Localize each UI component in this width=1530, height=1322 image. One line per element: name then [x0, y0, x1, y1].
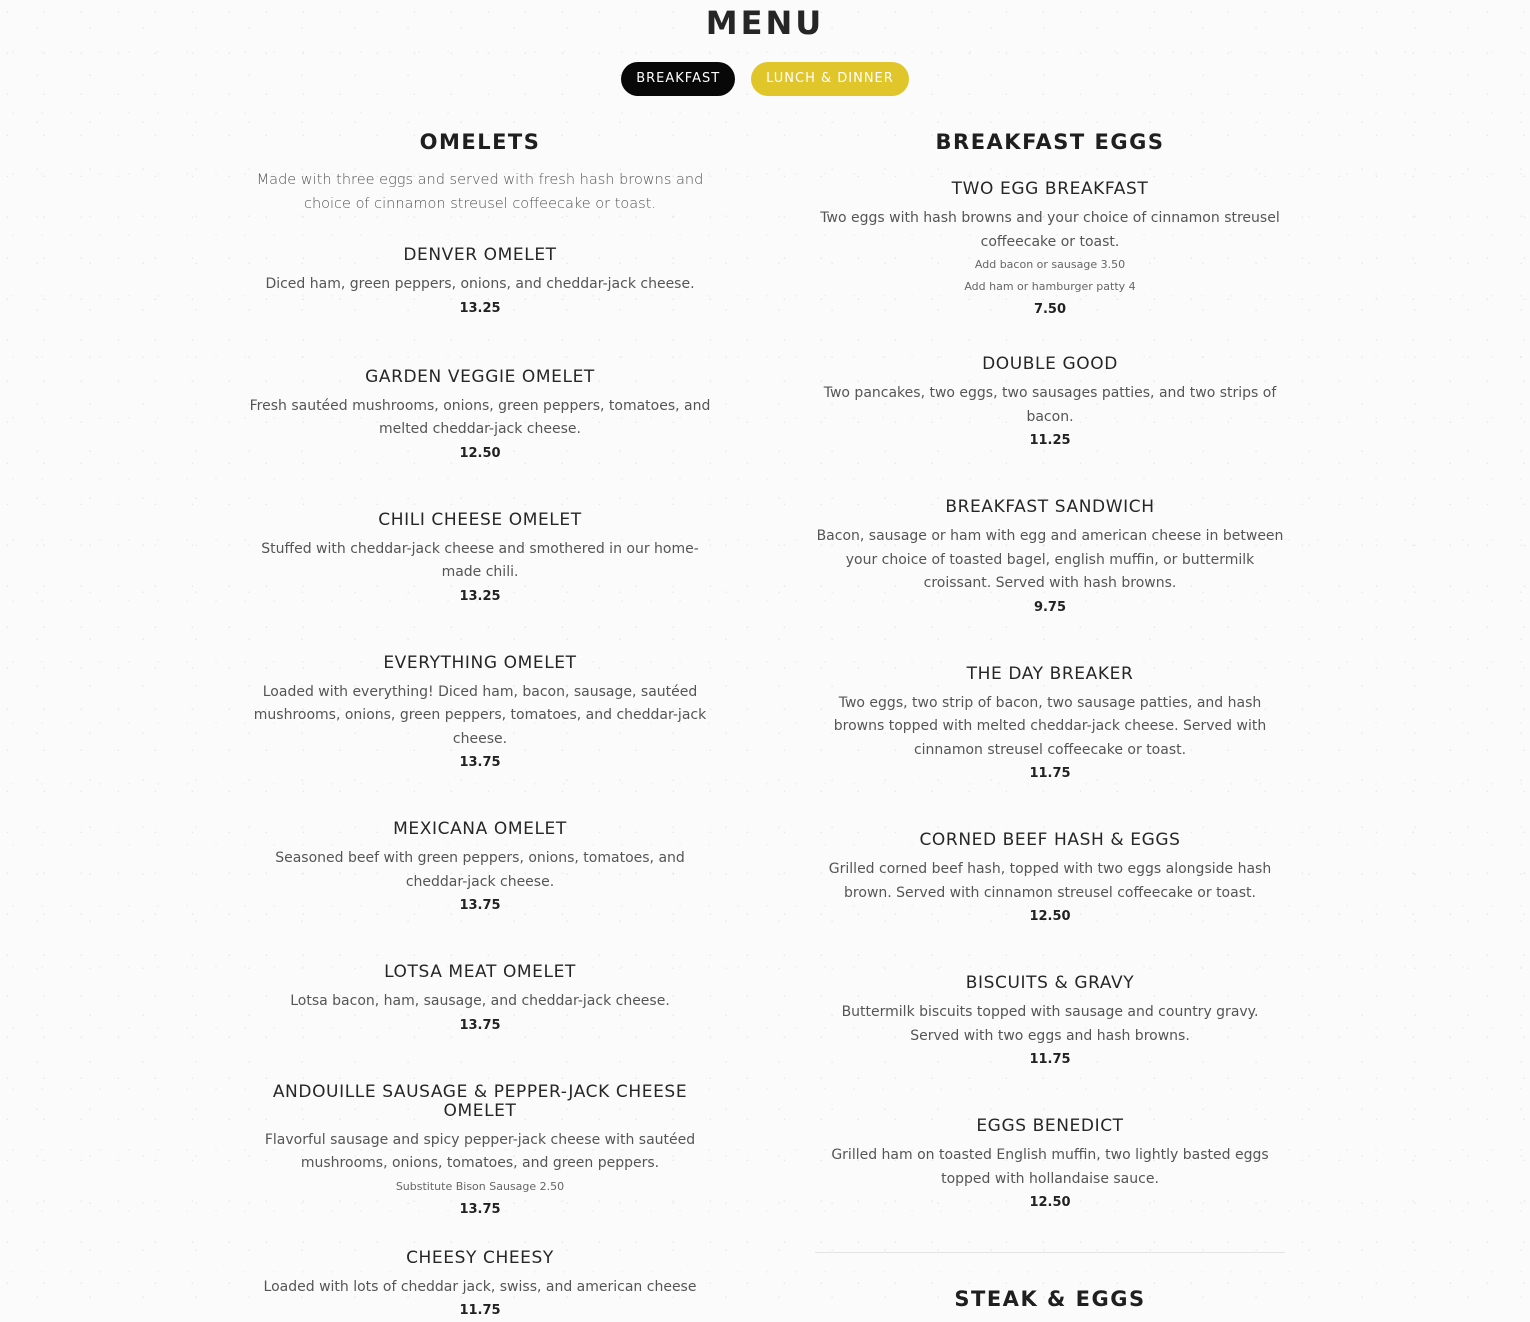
- item-name: DENVER OMELET: [245, 246, 715, 265]
- item-price: 9.75: [815, 597, 1285, 619]
- menu-item: [245, 820, 715, 917]
- section-divider: [815, 1252, 1285, 1253]
- item-price: 11.75: [815, 1049, 1285, 1071]
- item-description: Two eggs, two strip of bacon, two sausage patties, and hash browns topped with melted cheddar-jack cheese. Served with cinnamon streusel coffeecake or toast.: [815, 692, 1285, 763]
- item-price: 13.25: [245, 586, 715, 608]
- item-addon: Add bacon or sausage 3.50: [815, 254, 1285, 276]
- section-title-steak-eggs: STEAK & EGGS: [815, 1285, 1285, 1313]
- item-price: 12.50: [815, 1192, 1285, 1214]
- item-name: ANDOUILLE SAUSAGE & PEPPER-JACK CHEESE OMELET: [245, 1083, 715, 1121]
- item-price: 11.25: [815, 430, 1285, 452]
- menu-tabs: [0, 62, 1530, 96]
- menu-item: [245, 368, 715, 465]
- menu-item: [245, 963, 715, 1037]
- item-description: Fresh sautéed mushrooms, onions, green peppers, tomatoes, and melted cheddar-jack cheese.: [245, 395, 715, 442]
- item-price: 7.50: [815, 299, 1285, 321]
- item-description: Lotsa bacon, ham, sausage, and cheddar-jack cheese.: [245, 990, 715, 1014]
- menu-item: [245, 511, 715, 608]
- item-name: TWO EGG BREAKFAST: [815, 180, 1285, 199]
- menu-item: [245, 1083, 715, 1221]
- breakfast-eggs-section: [815, 128, 1285, 1313]
- item-price: 13.25: [245, 298, 715, 320]
- menu-item: [815, 180, 1285, 321]
- item-description: Loaded with everything! Diced ham, bacon, sausage, sautéed mushrooms, onions, green peppers, tomatoes, and cheddar-jack cheese.: [245, 681, 715, 752]
- item-name: MEXICANA OMELET: [245, 820, 715, 839]
- item-description: Grilled corned beef hash, topped with two eggs alongside hash brown. Served with cinnamon streusel coffeecake or toast.: [815, 858, 1285, 905]
- item-name: GARDEN VEGGIE OMELET: [245, 368, 715, 387]
- item-name: CHILI CHEESE OMELET: [245, 511, 715, 530]
- menu-item: [815, 665, 1285, 786]
- item-description: Grilled ham on toasted English muffin, two lightly basted eggs topped with hollandaise sauce.: [815, 1144, 1285, 1191]
- menu-item: [815, 974, 1285, 1071]
- page-title: MENU: [0, 4, 1530, 42]
- item-description: Flavorful sausage and spicy pepper-jack cheese with sautéed mushrooms, onions, tomatoes, and green peppers.: [245, 1129, 715, 1176]
- menu-item: [815, 355, 1285, 452]
- item-price: 13.75: [245, 1015, 715, 1037]
- item-name: CORNED BEEF HASH & EGGS: [815, 831, 1285, 850]
- item-name: THE DAY BREAKER: [815, 665, 1285, 684]
- tab-lunch-dinner[interactable]: LUNCH & DINNER: [751, 62, 909, 96]
- item-name: LOTSA MEAT OMELET: [245, 963, 715, 982]
- item-addon: Add ham or hamburger patty 4: [815, 276, 1285, 298]
- menu-item: [815, 498, 1285, 619]
- item-price: 12.50: [815, 906, 1285, 928]
- item-name: BISCUITS & GRAVY: [815, 974, 1285, 993]
- item-addon: Substitute Bison Sausage 2.50: [245, 1176, 715, 1198]
- item-price: 13.75: [245, 752, 715, 774]
- item-description: Seasoned beef with green peppers, onions, tomatoes, and cheddar-jack cheese.: [245, 847, 715, 894]
- menu-item: [815, 1117, 1285, 1214]
- item-price: 13.75: [245, 1199, 715, 1221]
- omelets-section: [245, 128, 715, 1322]
- item-name: CHEESY CHEESY: [245, 1249, 715, 1268]
- menu-item: [245, 246, 715, 320]
- item-price: 12.50: [245, 443, 715, 465]
- item-description: Loaded with lots of cheddar jack, swiss, and american cheese: [245, 1276, 715, 1300]
- item-name: EVERYTHING OMELET: [245, 654, 715, 673]
- item-price: 13.75: [245, 895, 715, 917]
- item-price: 11.75: [245, 1300, 715, 1322]
- menu-item: [815, 831, 1285, 928]
- item-description: Buttermilk biscuits topped with sausage and country gravy. Served with two eggs and hash browns.: [815, 1001, 1285, 1048]
- menu-item: [245, 1249, 715, 1322]
- menu-item: [245, 654, 715, 775]
- item-name: DOUBLE GOOD: [815, 355, 1285, 374]
- item-name: EGGS BENEDICT: [815, 1117, 1285, 1136]
- tab-breakfast[interactable]: BREAKFAST: [621, 62, 735, 96]
- section-title-omelets: OMELETS: [245, 128, 715, 156]
- section-title-breakfast-eggs: BREAKFAST EGGS: [815, 128, 1285, 156]
- item-description: Two eggs with hash browns and your choice of cinnamon streusel coffeecake or toast.: [815, 207, 1285, 254]
- section-description: Made with three eggs and served with fresh hash browns and choice of cinnamon streusel coffeecake or toast.: [245, 168, 715, 216]
- item-price: 11.75: [815, 763, 1285, 785]
- item-description: Diced ham, green peppers, onions, and cheddar-jack cheese.: [245, 273, 715, 297]
- item-description: Bacon, sausage or ham with egg and american cheese in between your choice of toasted bagel, english muffin, or buttermilk croissant. Served with hash browns.: [815, 525, 1285, 596]
- item-description: Two pancakes, two eggs, two sausages patties, and two strips of bacon.: [815, 382, 1285, 429]
- item-name: BREAKFAST SANDWICH: [815, 498, 1285, 517]
- item-description: Stuffed with cheddar-jack cheese and smothered in our home-made chili.: [245, 538, 715, 585]
